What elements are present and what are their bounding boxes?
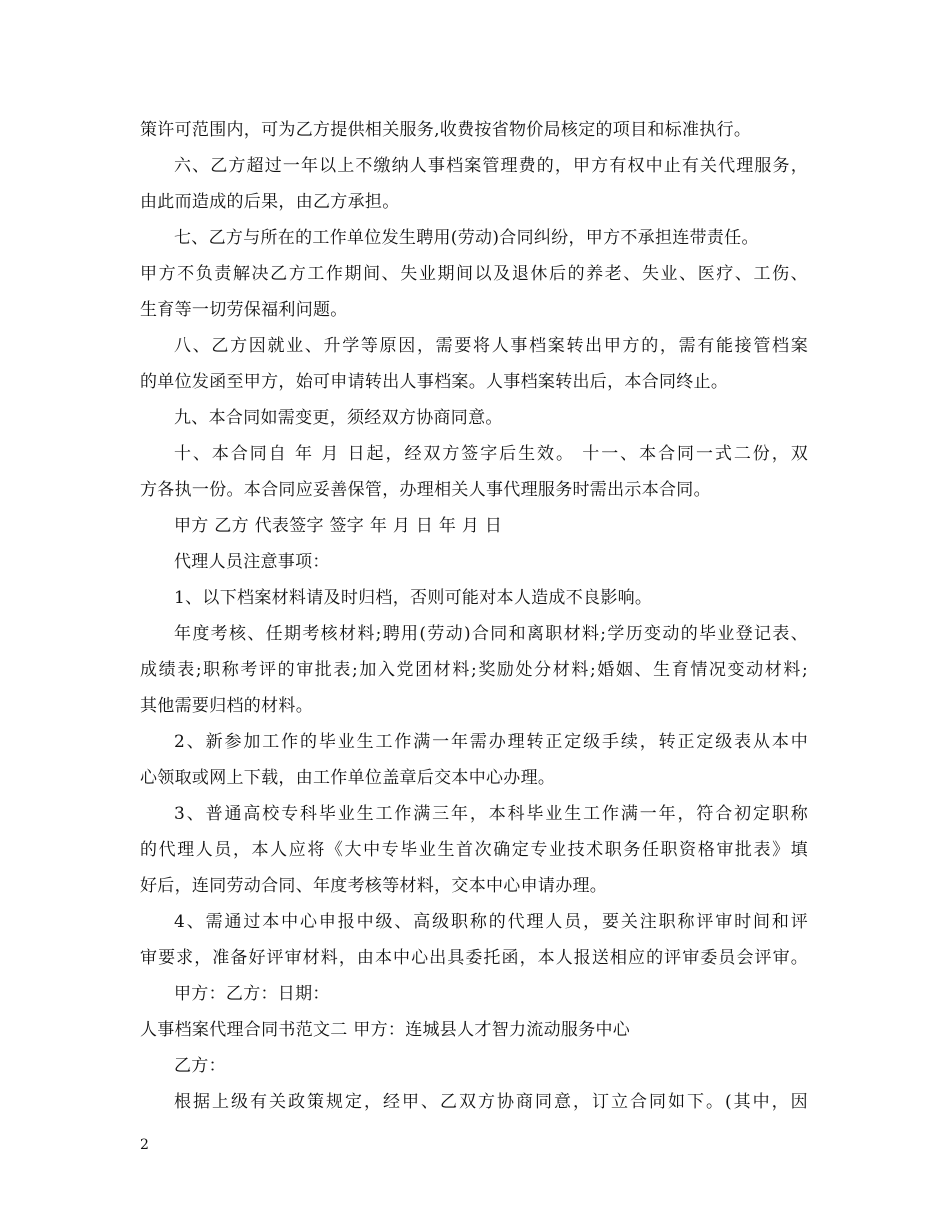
text-line: 甲方 乙方 代表签字 签字 年 月 日 年 月 日 — [174, 516, 503, 536]
text-line: 十、本合同自 年 月 日起，经双方签字后生效。 十一、本合同一式二份，双 — [174, 444, 808, 464]
text-line: 六、乙方超过一年以上不缴纳人事档案管理费的，甲方有权中止有关代理服务， — [174, 156, 808, 176]
text-line: 生育等一切劳保福利问题。 — [140, 300, 348, 320]
text-line: 甲方不负责解决乙方工作期间、失业期间以及退休后的养老、失业、医疗、工伤、 — [140, 264, 808, 284]
text-line: 3、普通高校专科毕业生工作满三年，本科毕业生工作满一年，符合初定职称 — [174, 804, 808, 824]
text-line: 的单位发函至甲方，始可申请转出人事档案。人事档案转出后，本合同终止。 — [140, 372, 729, 392]
text-line: 成绩表;职称考评的审批表;加入党团材料;奖励处分材料;婚姻、生育情况变动材料; — [140, 660, 808, 680]
text-line: 1、以下档案材料请及时归档，否则可能对本人造成不良影响。 — [174, 588, 653, 608]
text-line: 根据上级有关政策规定，经甲、乙双方协商同意，订立合同如下。(其中，因 — [174, 1092, 808, 1112]
section-heading: 人事档案代理合同书范文二 甲方：连城县人才智力流动服务中心 — [140, 1020, 631, 1040]
text-line: 策许可范围内，可为乙方提供相关服务,收费按省物价局核定的项目和标准执行。 — [140, 120, 752, 140]
text-line: 甲方：乙方：日期： — [174, 984, 330, 1004]
text-line: 乙方： — [174, 1056, 226, 1076]
page-number: 2 — [140, 1137, 149, 1153]
text-line: 由此而造成的后果，由乙方承担。 — [140, 192, 400, 212]
text-line: 的代理人员，本人应将《大中专毕业生首次确定专业技术职务任职资格审批表》填 — [140, 840, 808, 860]
text-line: 4、需通过本中心申报中级、高级职称的代理人员，要关注职称评审时间和评 — [174, 912, 808, 932]
text-line: 方各执一份。本合同应妥善保管，办理相关人事代理服务时需出示本合同。 — [140, 480, 711, 500]
text-line: 好后，连同劳动合同、年度考核等材料，交本中心申请办理。 — [140, 876, 608, 896]
text-line: 八、乙方因就业、升学等原因，需要将人事档案转出甲方的，需有能接管档案 — [174, 336, 808, 356]
text-line: 九、本合同如需变更，须经双方协商同意。 — [174, 408, 503, 428]
text-line: 2、新参加工作的毕业生工作满一年需办理转正定级手续，转正定级表从本中 — [174, 732, 808, 752]
text-line: 其他需要归档的材料。 — [140, 696, 313, 716]
text-line: 七、乙方与所在的工作单位发生聘用(劳动)合同纠纷，甲方不承担连带责任。 — [174, 228, 759, 248]
text-line: 年度考核、任期考核材料;聘用(劳动)合同和离职材料;学历变动的毕业登记表、 — [174, 624, 808, 644]
text-line: 审要求，准备好评审材料，由本中心出具委托函，本人报送相应的评审委员会评审。 — [140, 948, 808, 968]
text-line: 心领取或网上下载，由工作单位盖章后交本中心办理。 — [140, 768, 556, 788]
text-line: 代理人员注意事项： — [174, 552, 330, 572]
